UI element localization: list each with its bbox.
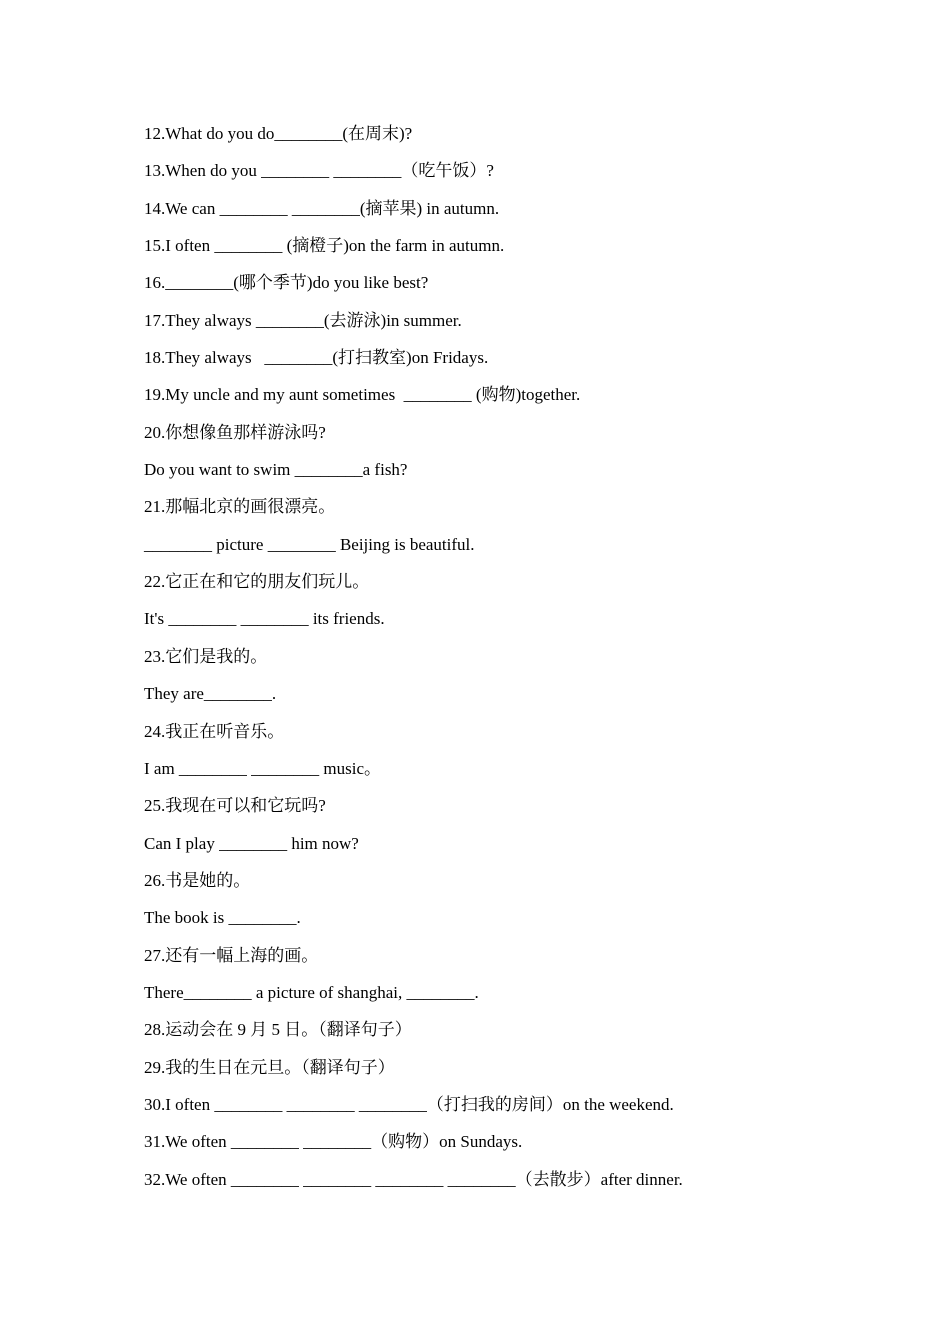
exercise-line: I am ________ ________ music。 [144,758,382,778]
exercise-line: 31.We often ________ ________（购物）on Sundays. [144,1132,523,1152]
exercise-line: 20.你想像鱼那样游泳吗? [144,422,326,442]
exercise-line: ________ picture ________ Beijing is beautiful. [144,534,475,554]
exercise-line: 26.书是她的。 [144,870,251,890]
exercise-line: 27.还有一幅上海的画。 [144,945,319,965]
exercise-line: 18.They always ________(打扫教室)on Fridays. [144,348,489,368]
exercise-line: 22.它正在和它的朋友们玩儿。 [144,572,370,592]
exercise-line: 15.I often ________ (摘橙子)on the farm in autumn. [144,236,505,256]
exercise-line: There________ a picture of shanghai, ________. [144,982,479,1002]
exercise-line: 23.它们是我的。 [144,646,268,666]
exercise-line: Can I play ________ him now? [144,833,359,853]
exercise-line: 24.我正在听音乐。 [144,721,285,741]
exercise-line: It's ________ ________ its friends. [144,609,385,629]
exercise-line: 28.运动会在 9 月 5 日。（翻译句子） [144,1020,412,1040]
exercise-line: 29.我的生日在元旦。（翻译句子） [144,1057,395,1077]
exercise-line: 32.We often ________ ________ ________ ________（去散步）after dinner. [144,1169,683,1189]
exercise-line: The book is ________. [144,908,301,928]
exercise-line: 25.我现在可以和它玩吗? [144,796,326,816]
exercise-line: 19.My uncle and my aunt sometimes ________ (购物)together. [144,385,581,405]
exercise-line: Do you want to swim ________a fish? [144,460,408,480]
exercise-line: 12.What do you do________(在周末)? [144,124,413,143]
exercise-line: 14.We can ________ ________(摘苹果) in autumn. [144,198,500,218]
exercise-line: 30.I often ________ ________ ________（打扫我的房间）on the weekend. [144,1094,674,1114]
exercise-line: They are________. [144,684,277,704]
exercise-line: 16.________(哪个季节)do you like best? [144,273,429,293]
exercise-lines [144,120,884,1203]
exercise-line: 13.When do you ________ ________（吃午饭）? [144,161,494,181]
exercise-line: 21.那幅北京的画很漂亮。 [144,497,336,517]
exercise-line: 17.They always ________(去游泳)in summer. [144,310,462,330]
